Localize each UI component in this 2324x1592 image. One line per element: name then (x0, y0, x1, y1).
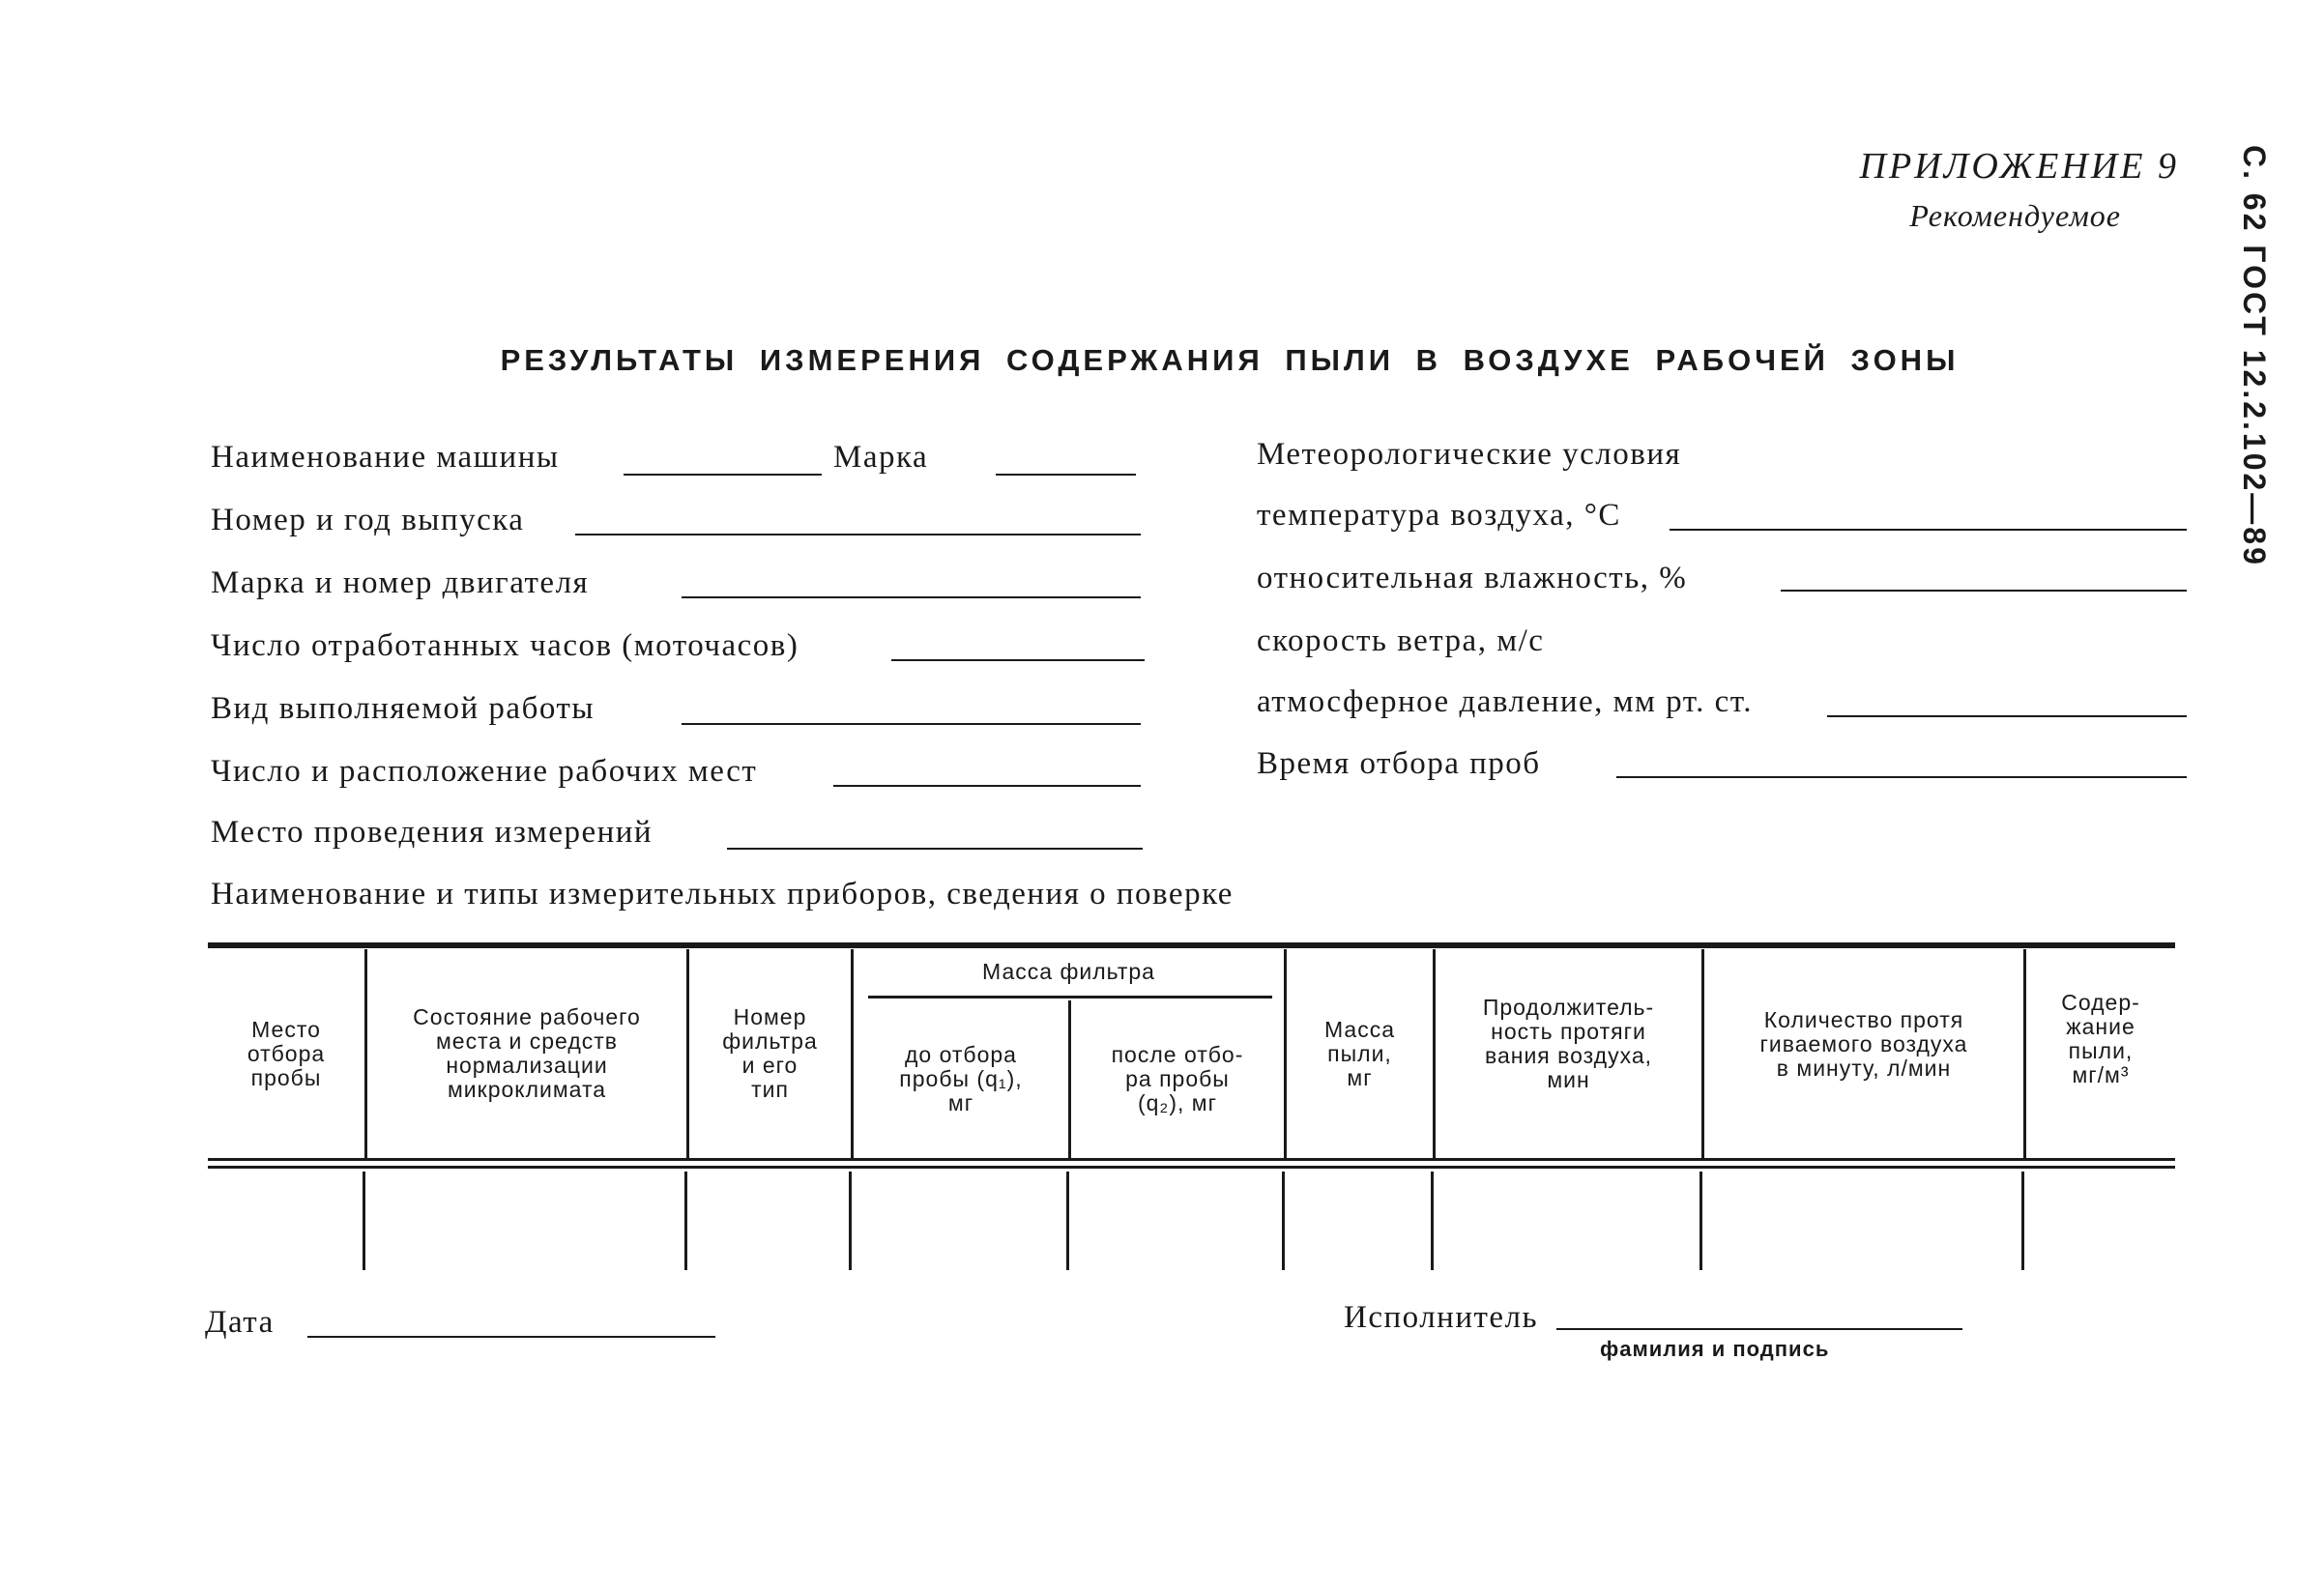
hours-label: Число отработанных часов (моточасов) (211, 628, 799, 663)
humidity-label: относительная влажность, % (1257, 561, 1688, 595)
row-sep-2 (684, 1172, 687, 1270)
row-sep-1 (363, 1172, 365, 1270)
place-label: Место проведения измерений (211, 815, 654, 850)
workplaces-field[interactable] (833, 785, 1141, 787)
col-header-place: Место отбора пробы (247, 1016, 326, 1090)
machine-name-label: Наименование машины (211, 440, 560, 475)
work-type-label: Вид выполняемой работы (211, 691, 596, 726)
col-header-state: Состояние рабочего места и средств нормализации микроклимата (413, 1004, 641, 1102)
row-sep-8 (2021, 1172, 2024, 1270)
table-top-rule (208, 942, 2175, 948)
mass-group-rule (868, 996, 1272, 999)
col-header-before: до отбора пробы (q₁), мг (899, 1042, 1023, 1115)
workplaces-label: Число и расположение рабочих мест (211, 754, 758, 789)
executor-signature-field[interactable] (1556, 1328, 1962, 1330)
table-header-rule-2 (208, 1166, 2175, 1169)
col-header-filter: Номер фильтра и его тип (722, 1004, 818, 1102)
col-header-rate: Количество протя гиваемого воздуха в минуту, л/мин (1759, 1006, 1968, 1081)
table-header-rule-1 (208, 1158, 2175, 1161)
col-header-duration: Продолжитель- ность протяги вания воздуха, мин (1482, 995, 1655, 1092)
form-title: РЕЗУЛЬТАТЫ ИЗМЕРЕНИЯ СОДЕРЖАНИЯ ПЫЛИ В ВОЗДУХЕ РАБОЧЕЙ ЗОНЫ (500, 343, 1960, 377)
temperature-label: температура воздуха, °С (1257, 498, 1621, 533)
col-header-dust-mass: Масса пыли, мг (1323, 1016, 1395, 1090)
row-sep-7 (1699, 1172, 1702, 1270)
brand-label: Марка (833, 440, 929, 475)
sampling-time-field[interactable] (1616, 776, 2187, 778)
brand-field[interactable] (996, 474, 1136, 476)
executor-label: Исполнитель (1344, 1300, 1539, 1335)
meteo-label: Метеорологические условия (1257, 437, 1682, 472)
pressure-label: атмосферное давление, мм рт. ст. (1257, 684, 1753, 719)
col-group-mass: Масса фильтра (982, 958, 1155, 984)
row-sep-6 (1431, 1172, 1434, 1270)
number-year-label: Номер и год выпуска (211, 503, 525, 537)
date-field[interactable] (307, 1336, 715, 1338)
humidity-field[interactable] (1781, 590, 2187, 592)
sampling-time-label: Время отбора проб (1257, 746, 1541, 781)
machine-name-field[interactable] (624, 474, 822, 476)
wind-label: скорость ветра, м/с (1257, 623, 1545, 658)
place-field[interactable] (727, 848, 1143, 850)
temperature-field[interactable] (1670, 529, 2187, 531)
instruments-label: Наименование и типы измерительных приборов, сведения о поверке (211, 877, 1234, 912)
appendix-label: ПРИЛОЖЕНИЕ 9 (1859, 146, 2179, 187)
pressure-field[interactable] (1827, 715, 2187, 717)
standard-page-code: С. 62 ГОСТ 12.2.102—89 (2237, 145, 2272, 567)
signature-caption: фамилия и подпись (1600, 1337, 1830, 1361)
col-header-after: после отбо- ра пробы (q₂), мг (1111, 1042, 1244, 1115)
engine-label: Марка и номер двигателя (211, 565, 590, 600)
row-sep-3 (849, 1172, 852, 1270)
engine-field[interactable] (682, 596, 1141, 598)
work-type-field[interactable] (682, 723, 1141, 725)
hours-field[interactable] (891, 659, 1145, 661)
date-label: Дата (205, 1305, 275, 1340)
row-sep-4 (1066, 1172, 1069, 1270)
row-sep-5 (1282, 1172, 1285, 1270)
appendix-status: Рекомендуемое (1909, 198, 2121, 233)
number-year-field[interactable] (575, 534, 1141, 535)
col-header-content: Содер- жание пыли, мг/м³ (2061, 990, 2140, 1087)
